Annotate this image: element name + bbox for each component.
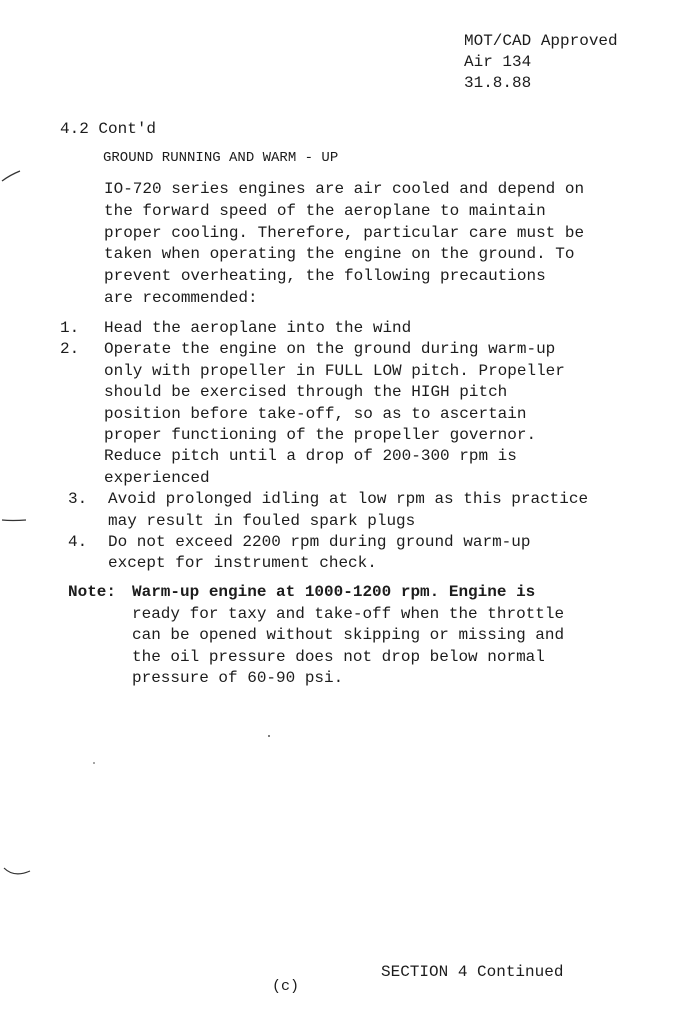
list-item <box>60 318 660 339</box>
intro-line: the forward speed of the aeroplane to maintain <box>104 201 546 220</box>
list-item-number: 1. <box>60 319 80 337</box>
approval-stamp <box>464 31 618 94</box>
speck-mark <box>91 760 97 766</box>
list-item-line: except for instrument check. <box>108 554 377 573</box>
list-item-line: Operate the engine on the ground during warm-up <box>104 340 556 359</box>
section-continued-label: SECTION 4 Continued <box>381 963 564 981</box>
intro-paragraph <box>104 179 634 310</box>
list-item <box>60 532 660 575</box>
approval-authority: MOT/CAD Approved <box>464 32 618 50</box>
list-item <box>60 489 660 532</box>
list-item-line: only with propeller in FULL LOW pitch. Propeller <box>104 361 565 380</box>
subheading: GROUND RUNNING AND WARM - UP <box>103 150 339 166</box>
page-label: (c) <box>272 978 300 995</box>
margin-mark <box>0 862 34 882</box>
list-item-line: Avoid prolonged idling at low rpm as this practice <box>108 490 589 509</box>
intro-line: taken when operating the engine on the ground. To <box>104 245 575 264</box>
list-item-line: Do not exceed 2200 rpm during ground warm-up <box>108 533 531 552</box>
list-item-line: Reduce pitch until a drop of 200-300 rpm is <box>104 447 517 466</box>
approval-reference: Air 134 <box>464 53 532 71</box>
list-item-line: experienced <box>104 468 210 487</box>
intro-line: are recommended: <box>104 288 258 307</box>
note-body <box>68 582 648 690</box>
note-label: Note: <box>68 583 117 601</box>
precautions-list <box>60 318 660 575</box>
note-line: can be opened without skipping or missing and <box>132 626 565 644</box>
list-item <box>60 339 660 489</box>
list-item-number: 4. <box>68 533 88 552</box>
approval-date: 31.8.88 <box>464 74 532 92</box>
note-line: ready for taxy and take-off when the throttle <box>132 604 565 623</box>
list-item-line: may result in fouled spark plugs <box>108 511 416 530</box>
speck-mark <box>266 733 272 739</box>
intro-line: prevent overheating, the following precautions <box>104 267 546 286</box>
margin-mark <box>0 512 30 526</box>
list-item-line: should be exercised through the HIGH pitch <box>104 383 508 402</box>
note-line: the oil pressure does not drop below normal <box>132 647 545 666</box>
list-item-line: Head the aeroplane into the wind <box>104 319 412 337</box>
intro-line: proper cooling. Therefore, particular care must be <box>104 223 585 242</box>
note-line: Warm-up engine at 1000-1200 rpm. Engine is <box>132 583 536 601</box>
note-block <box>68 582 648 690</box>
list-item-line: position before take-off, so as to ascertain <box>104 404 527 423</box>
list-item-number: 2. <box>60 340 80 359</box>
margin-mark <box>0 165 24 185</box>
note-line: pressure of 60-90 psi. <box>132 669 344 687</box>
list-item-line: proper functioning of the propeller governor. <box>104 426 537 445</box>
intro-line: IO-720 series engines are air cooled and depend on <box>104 180 585 198</box>
section-heading: 4.2 Cont'd <box>60 120 157 138</box>
list-item-number: 3. <box>68 490 88 509</box>
